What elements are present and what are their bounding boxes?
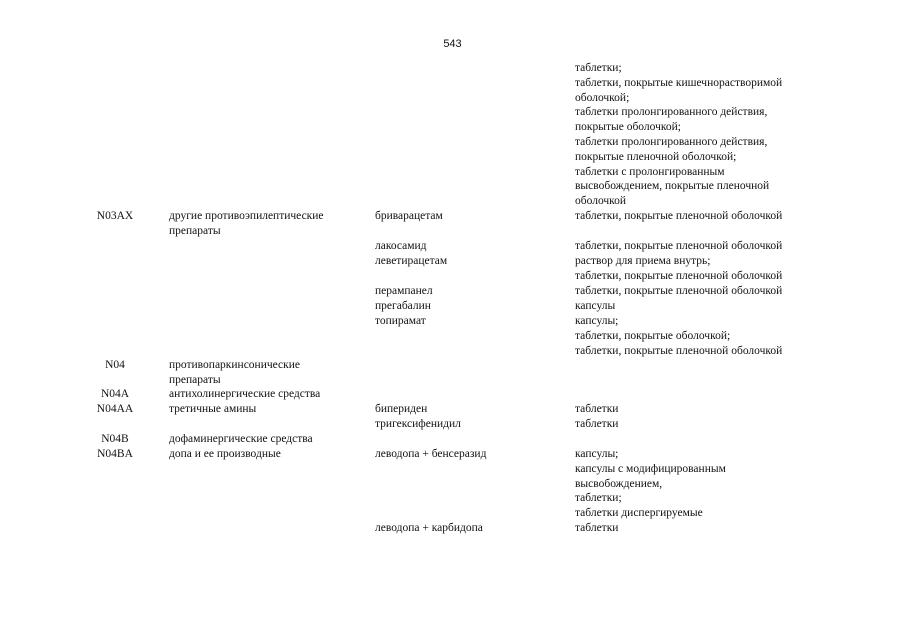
dosage-forms-line: таблетки, покрытые пленочной оболочкой xyxy=(575,269,783,282)
dosage-forms-line: таблетки пролонгированного действия, xyxy=(575,135,768,148)
group-name xyxy=(169,402,256,417)
drug-name-line: леводопа + бенсеразид xyxy=(375,448,487,460)
drug-name-line: бипериден xyxy=(375,403,428,415)
drug-name xyxy=(375,239,427,254)
dosage-forms-line: таблетки, покрытые оболочкой; xyxy=(575,329,731,342)
group-name xyxy=(169,447,281,462)
dosage-forms-line: таблетки; xyxy=(575,492,622,505)
dosage-forms-line: таблетки xyxy=(575,418,619,430)
atc-code xyxy=(80,402,150,417)
atc-code xyxy=(80,209,150,224)
dosage-forms-line: высвобождением, покрытые пленочной xyxy=(575,180,770,193)
dosage-forms-line: покрытые пленочной оболочкой; xyxy=(575,150,737,163)
drug-name xyxy=(375,314,426,329)
drug-name xyxy=(375,284,433,299)
dosage-forms-line: покрытые оболочкой; xyxy=(575,121,681,134)
drug-name xyxy=(375,402,427,417)
group-name-line: дофаминергические средства xyxy=(169,433,313,445)
drug-name-line: топирамат xyxy=(375,315,426,327)
group-name xyxy=(169,358,300,388)
dosage-forms xyxy=(575,521,618,536)
dosage-forms-line: таблетки, покрытые пленочной оболочкой xyxy=(575,240,783,252)
page-number: 543 xyxy=(443,38,462,50)
drug-name-line: бриварацетам xyxy=(375,210,443,222)
dosage-forms-line: таблетки пролонгированного действия, xyxy=(575,106,768,119)
group-name-line: другие противоэпилептические xyxy=(169,210,324,222)
dosage-forms-line: таблетки с пролонгированным xyxy=(575,165,725,178)
dosage-forms-line: капсулы; xyxy=(575,315,619,327)
dosage-forms-line: капсулы xyxy=(575,300,616,312)
group-name-line: противопаркинсонические xyxy=(169,359,300,371)
atc-code-line: N04A xyxy=(100,388,130,400)
group-name-line: препараты xyxy=(169,224,221,237)
atc-code xyxy=(80,447,150,462)
dosage-forms-line: капсулы с модифицированным xyxy=(575,462,726,475)
group-name-line: препараты xyxy=(169,373,221,386)
group-name-line: третичные амины xyxy=(169,403,257,415)
dosage-forms xyxy=(575,299,615,314)
drug-name-line: тригексифенидил xyxy=(375,418,461,430)
atc-code xyxy=(80,432,150,447)
drug-name-line: леводопа + карбидопа xyxy=(375,522,483,534)
drug-name-line: леветирацетам xyxy=(375,255,448,267)
atc-code-line: N04BA xyxy=(97,448,133,460)
dosage-forms-line: таблетки xyxy=(575,403,619,415)
dosage-forms-line: капсулы; xyxy=(575,448,619,460)
dosage-forms-line: таблетки, покрытые пленочной оболочкой xyxy=(575,344,783,357)
drug-name xyxy=(375,299,431,314)
dosage-forms-line: высвобождением, xyxy=(575,477,663,490)
group-name xyxy=(169,432,313,447)
drug-name-line: перампанел xyxy=(375,285,433,297)
dosage-forms xyxy=(575,447,726,521)
dosage-forms-line: таблетки, покрытые пленочной оболочкой xyxy=(575,285,783,297)
dosage-forms-line: таблетки xyxy=(575,522,619,534)
atc-code-line: N04 xyxy=(105,359,125,371)
atc-code-line: N03AX xyxy=(96,210,134,222)
drug-name xyxy=(375,209,443,224)
drug-name xyxy=(375,417,461,432)
dosage-forms-line: оболочкой xyxy=(575,195,627,208)
dosage-forms xyxy=(575,209,782,224)
dosage-forms xyxy=(575,239,782,254)
dosage-forms-line: таблетки, покрытые пленочной оболочкой xyxy=(575,210,783,222)
dosage-forms xyxy=(575,417,618,432)
drug-name xyxy=(375,447,486,462)
dosage-forms-line: таблетки диспергируемые xyxy=(575,507,703,520)
drug-name-line: прегабалин xyxy=(375,300,431,312)
drug-name xyxy=(375,521,483,536)
dosage-forms xyxy=(575,402,618,417)
drug-name-line: лакосамид xyxy=(375,240,427,252)
dosage-forms-line: оболочкой; xyxy=(575,91,630,104)
atc-code xyxy=(80,358,150,373)
atc-code-line: N04B xyxy=(101,433,129,445)
group-name xyxy=(169,209,324,239)
atc-code xyxy=(80,387,150,402)
group-name xyxy=(169,387,320,402)
atc-code-line: N04AA xyxy=(96,403,134,415)
group-name-line: антихолинергические средства xyxy=(169,388,321,400)
drug-name xyxy=(375,254,447,269)
dosage-forms xyxy=(575,284,782,299)
dosage-forms-line: таблетки; xyxy=(575,62,622,74)
dosage-forms xyxy=(575,314,782,358)
group-name-line: допа и ее производные xyxy=(169,448,281,460)
dosage-forms xyxy=(575,61,782,209)
dosage-forms-line: раствор для приема внутрь; xyxy=(575,255,711,267)
dosage-forms-line: таблетки, покрытые кишечнорастворимой xyxy=(575,76,783,89)
dosage-forms xyxy=(575,254,782,284)
